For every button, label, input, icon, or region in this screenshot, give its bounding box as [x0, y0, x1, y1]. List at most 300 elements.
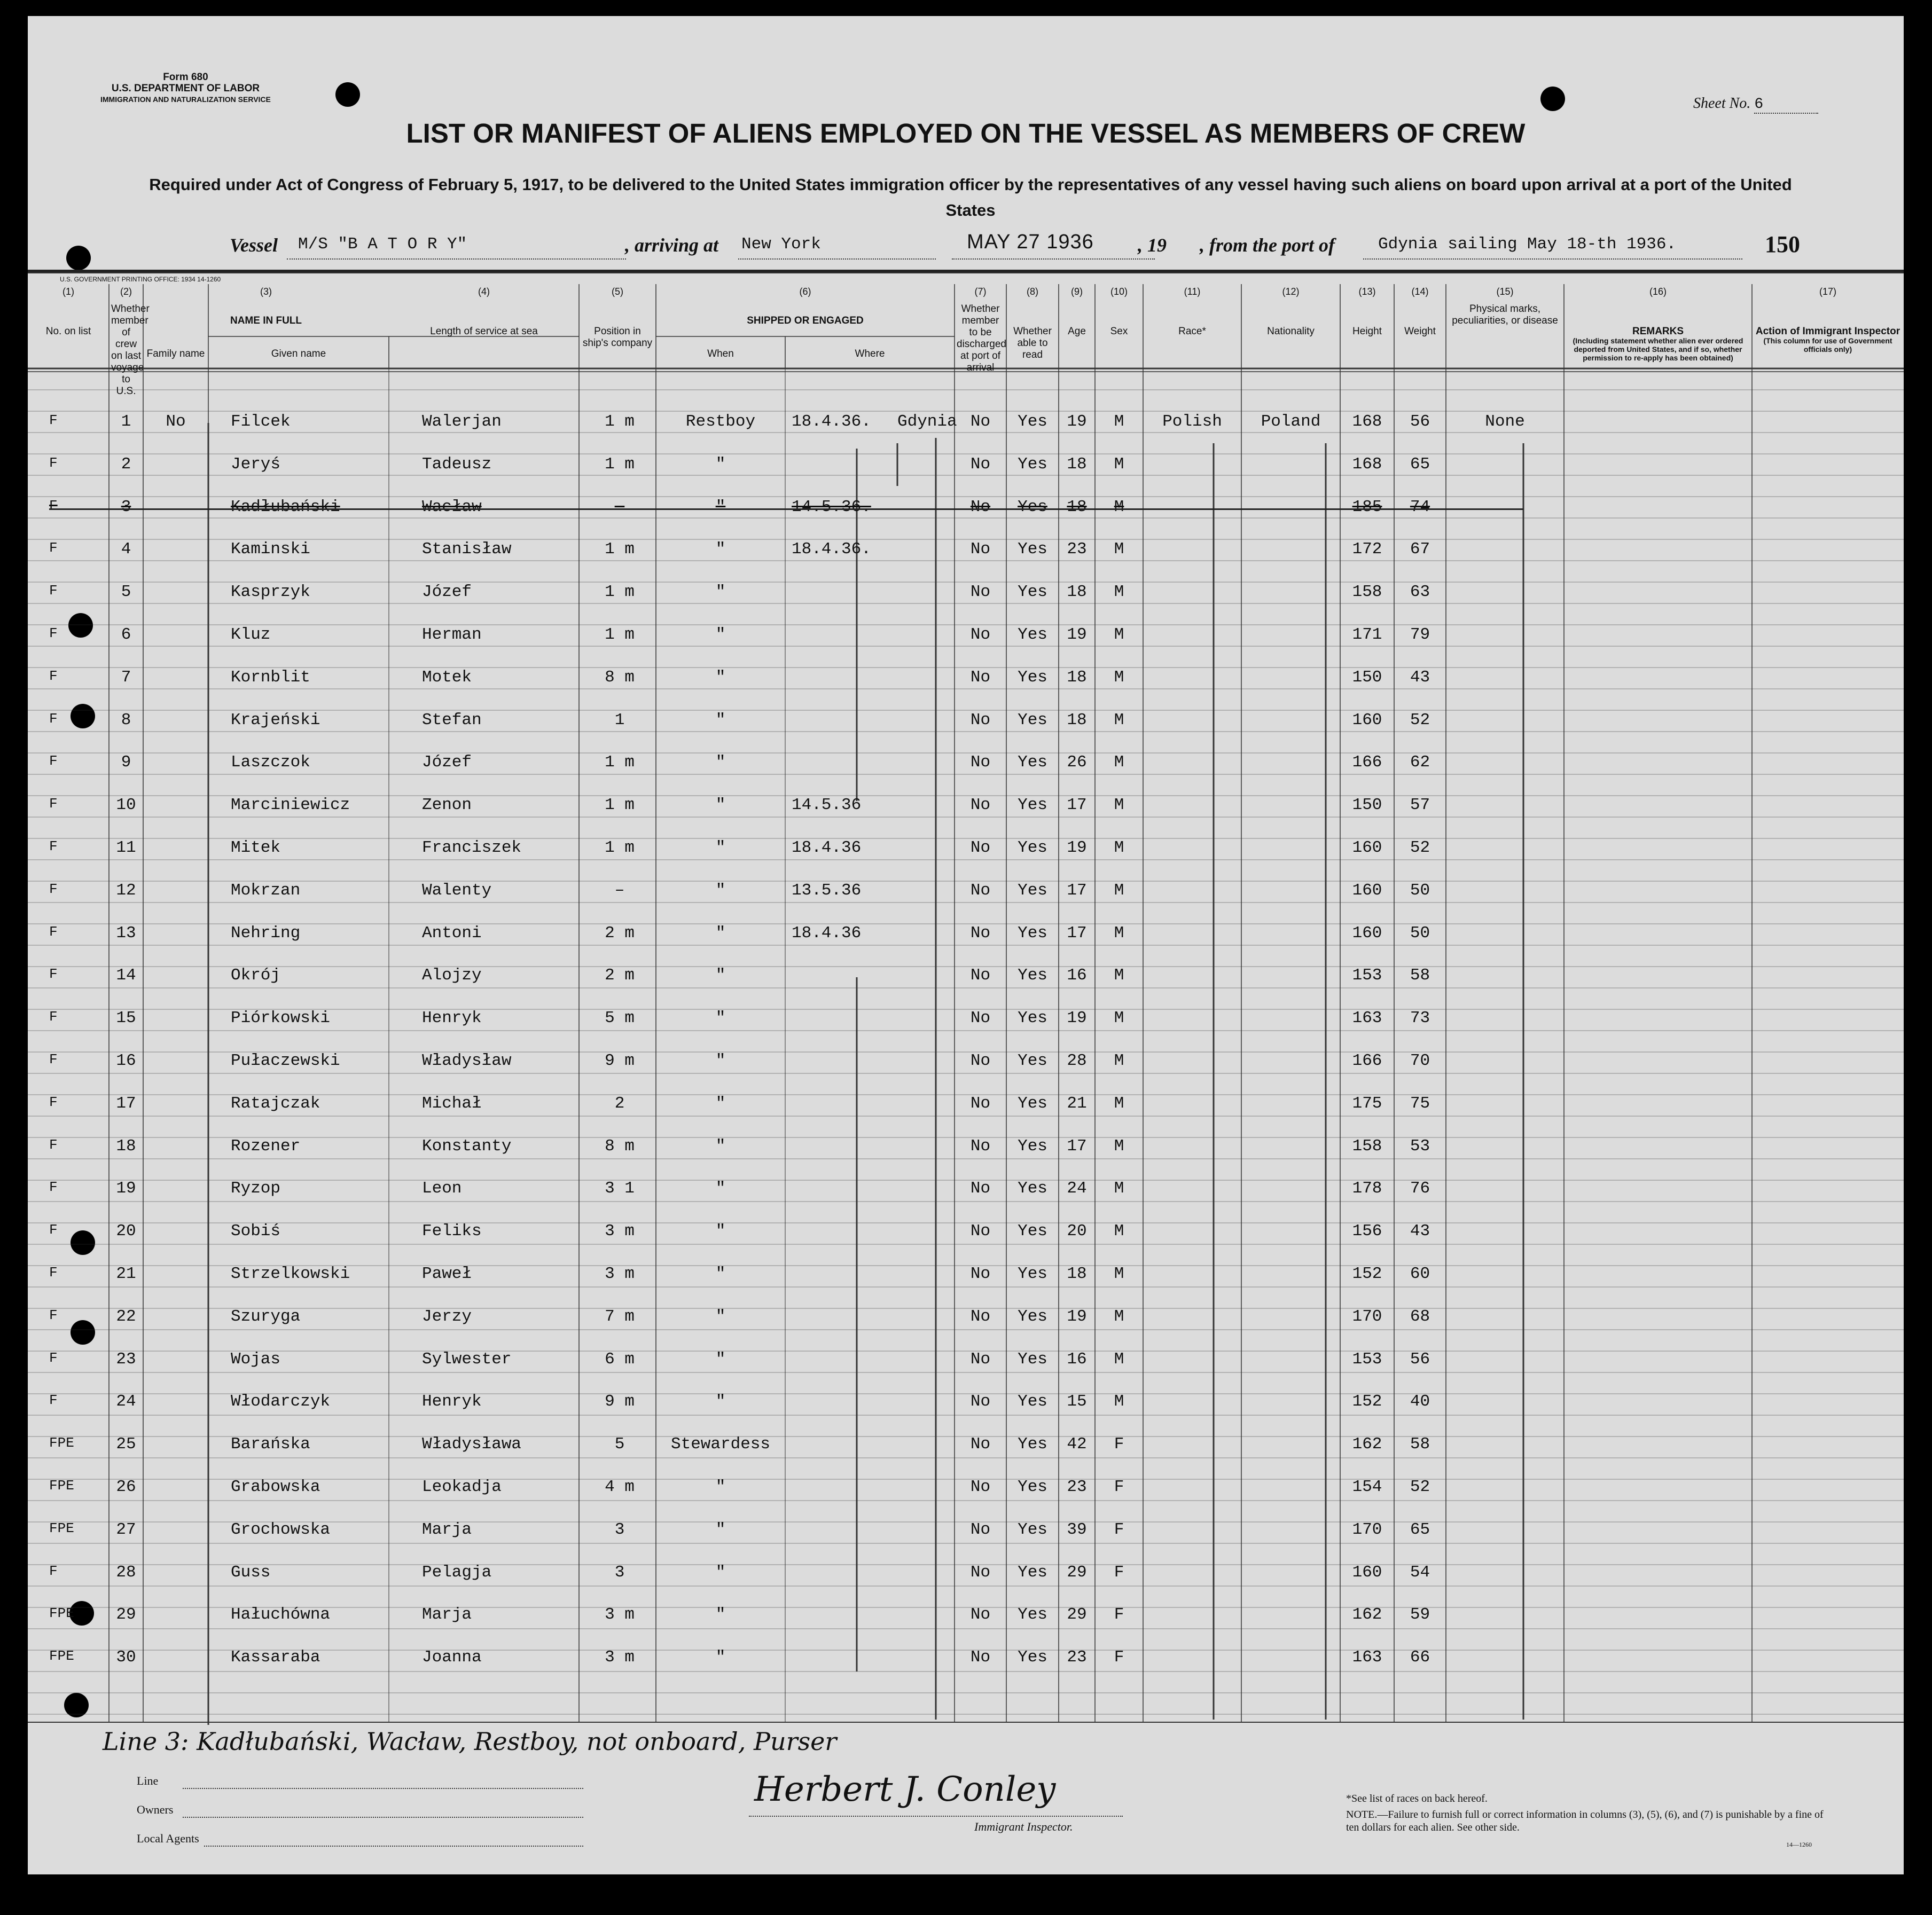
- cell-age: 20: [1067, 1222, 1087, 1241]
- cell-disch: No: [970, 1136, 991, 1156]
- cell-family: Mitek: [231, 838, 281, 857]
- cell-given: Wacław: [422, 497, 482, 516]
- arrival-date-stamp: MAY 27 1936: [967, 231, 1094, 253]
- cell-age: 18: [1067, 1265, 1087, 1283]
- column-header: NAME IN FULL: [230, 315, 302, 326]
- footer-line-blank: [183, 1788, 583, 1789]
- cell-when: 18.4.36.: [792, 412, 871, 431]
- cell-given: Józef: [422, 583, 472, 602]
- cell-when: 13.5.36: [792, 881, 862, 900]
- cell-mark: F: [49, 1265, 58, 1281]
- cell-age: 16: [1067, 966, 1087, 985]
- cell-service: 4 m: [605, 1478, 635, 1496]
- cell-given: Franciszek: [422, 838, 522, 857]
- column-header: Action of Immigrant Inspector: [1755, 326, 1900, 337]
- cell-when: 18.4.36: [792, 838, 862, 857]
- cell-given: Paweł: [422, 1265, 472, 1283]
- cell-disch: No: [970, 710, 991, 729]
- column-number: (14): [1411, 286, 1429, 297]
- cell-family: Ratajczak: [231, 1094, 320, 1113]
- cell-given: Sylwester: [422, 1349, 512, 1369]
- cell-read: Yes: [1018, 1179, 1047, 1198]
- cell-position: ": [715, 1179, 726, 1198]
- cell-mark: F: [49, 881, 58, 897]
- cell-no: 19: [116, 1179, 136, 1198]
- cell-given: Walerjan: [422, 412, 502, 431]
- cell-mark: FPE: [49, 1648, 74, 1665]
- cell-height: 166: [1352, 753, 1382, 772]
- cell-sex: M: [1114, 881, 1124, 900]
- cell-no: 23: [116, 1349, 136, 1369]
- cell-age: 15: [1067, 1392, 1087, 1411]
- cell-height: 160: [1352, 710, 1382, 729]
- cell-read: Yes: [1018, 1392, 1047, 1411]
- cell-age: 18: [1067, 710, 1087, 729]
- cell-read: Yes: [1018, 966, 1047, 985]
- cell-mark: F: [49, 1136, 58, 1153]
- cell-family: Kaminski: [231, 540, 310, 559]
- cell-sex: M: [1114, 796, 1124, 815]
- cell-height: 153: [1352, 1349, 1382, 1369]
- cell-height: 158: [1352, 1136, 1382, 1156]
- cell-read: Yes: [1018, 1648, 1047, 1667]
- cell-height: 172: [1352, 540, 1382, 559]
- cell-age: 19: [1067, 838, 1087, 857]
- cell-read: Yes: [1018, 1051, 1047, 1070]
- cell-family: Kadłubański: [231, 497, 340, 516]
- cell-weight: 56: [1410, 1349, 1430, 1369]
- cell-nationality: Poland: [1261, 412, 1321, 431]
- column-number: (4): [478, 286, 490, 297]
- cell-given: Konstanty: [422, 1136, 512, 1156]
- cell-service: 1 m: [605, 583, 635, 602]
- cell-age: 23: [1067, 1648, 1087, 1667]
- sheet-number-value: 6: [1754, 96, 1818, 114]
- cell-age: 28: [1067, 1051, 1087, 1070]
- cell-weight: 73: [1410, 1009, 1430, 1028]
- cell-family: Kassaraba: [231, 1648, 320, 1667]
- column-number: (1): [62, 286, 74, 297]
- cell-no: 26: [116, 1478, 136, 1496]
- cell-sex: M: [1114, 1009, 1124, 1028]
- cell-read: Yes: [1018, 838, 1047, 857]
- cell-position: Stewardess: [670, 1435, 771, 1454]
- cell-family: Szuryga: [231, 1307, 301, 1326]
- cell-sex: M: [1114, 1136, 1124, 1156]
- cell-no: 24: [116, 1392, 136, 1411]
- cell-family: Laszczok: [231, 753, 310, 772]
- cell-position: ": [715, 1349, 726, 1369]
- cell-disch: No: [970, 881, 991, 900]
- cell-read: Yes: [1018, 1349, 1047, 1369]
- cell-family: Rozener: [231, 1136, 301, 1156]
- cell-service: 3 1: [605, 1179, 635, 1198]
- cell-read: Yes: [1018, 1478, 1047, 1496]
- cell-sex: M: [1114, 1179, 1124, 1198]
- cell-service: 3: [614, 1563, 625, 1582]
- cell-mark: F: [49, 583, 58, 599]
- cell-age: 17: [1067, 796, 1087, 815]
- cell-given: Joanna: [422, 1648, 482, 1667]
- cell-service: 3 m: [605, 1222, 635, 1241]
- cell-height: 162: [1352, 1435, 1382, 1454]
- cell-position: ": [715, 1648, 726, 1667]
- cell-no: 4: [121, 540, 131, 559]
- cell-disch: No: [970, 454, 991, 474]
- cell-disch: No: [970, 1648, 991, 1667]
- cell-service: 1 m: [605, 454, 635, 474]
- cell-weight: 57: [1410, 796, 1430, 815]
- cell-when: 18.4.36: [792, 923, 862, 943]
- cell-no: 1: [121, 412, 131, 431]
- cell-service: –: [614, 497, 625, 516]
- cell-family: Mokrzan: [231, 881, 301, 900]
- cell-weight: 58: [1410, 1435, 1430, 1454]
- cell-no: 12: [116, 881, 136, 900]
- cell-sex: M: [1114, 540, 1124, 559]
- cell-position: ": [715, 966, 726, 985]
- column-header: Age: [1068, 326, 1086, 337]
- cell-weight: 52: [1410, 1478, 1430, 1496]
- cell-weight: 60: [1410, 1265, 1430, 1283]
- cell-family: Pułaczewski: [231, 1051, 340, 1070]
- cell-position: ": [715, 1051, 726, 1070]
- cell-given: Feliks: [422, 1222, 482, 1241]
- cell-given: Antoni: [422, 923, 482, 943]
- cell-service: 8 m: [605, 1136, 635, 1156]
- cell-given: Tadeusz: [422, 454, 492, 474]
- cell-service: 3 m: [605, 1605, 635, 1624]
- cell-mark: FPE: [49, 1435, 74, 1451]
- cell-service: 2: [614, 1094, 625, 1113]
- cell-sex: M: [1114, 1307, 1124, 1326]
- cell-family: Kasprzyk: [231, 583, 310, 602]
- column-header: Whether member to be discharged at port of arrival: [957, 303, 1006, 373]
- cell-age: 19: [1067, 1009, 1087, 1028]
- cell-height: 156: [1352, 1222, 1382, 1241]
- cell-given: Walenty: [422, 881, 492, 900]
- cell-disch: No: [970, 668, 991, 687]
- page-subtitle: Required under Act of Congress of February 5, 1917, to be delivered to the United States immigration officer by the representatives of any vessel having such aliens on board upon arrival at a port of the United States: [149, 175, 1792, 219]
- cell-given: Stanisław: [422, 540, 512, 559]
- cell-height: 160: [1352, 881, 1382, 900]
- cell-sex: M: [1114, 1392, 1124, 1411]
- cell-given: Alojzy: [422, 966, 482, 985]
- cell-service: 9 m: [605, 1392, 635, 1411]
- column-number: (10): [1110, 286, 1128, 297]
- cell-weight: 79: [1410, 625, 1430, 644]
- cell-service: 5 m: [605, 1009, 635, 1028]
- cell-given: Władysława: [422, 1435, 522, 1454]
- cell-read: Yes: [1018, 1009, 1047, 1028]
- cell-height: 163: [1352, 1009, 1382, 1028]
- cell-read: Yes: [1018, 1563, 1047, 1582]
- cell-position: ": [715, 1136, 726, 1156]
- column-subheader: Where: [855, 348, 885, 359]
- cell-family: Wojas: [231, 1349, 281, 1369]
- cell-height: 170: [1352, 1520, 1382, 1539]
- cell-given: Pelagja: [422, 1563, 492, 1582]
- cell-sex: M: [1114, 497, 1124, 516]
- column-subheader: When: [707, 348, 734, 359]
- cell-when: 14.5.36.: [792, 497, 871, 516]
- cell-weight: 74: [1410, 497, 1430, 516]
- cell-service: 1 m: [605, 540, 635, 559]
- cell-weight: 53: [1410, 1136, 1430, 1156]
- cell-disch: No: [970, 583, 991, 602]
- cell-age: 19: [1067, 625, 1087, 644]
- cell-service: 1 m: [605, 796, 635, 815]
- column-header: Whether member of crew on last voyage to U.S.: [111, 303, 150, 397]
- cell-family: Krajeński: [231, 710, 320, 729]
- cell-weight: 66: [1410, 1648, 1430, 1667]
- cell-weight: 70: [1410, 1051, 1430, 1070]
- cell-height: 163: [1352, 1648, 1382, 1667]
- cell-position: ": [715, 1265, 726, 1283]
- cell-read: Yes: [1018, 668, 1047, 687]
- cell-family: Marciniewicz: [231, 796, 350, 815]
- cell-position: ": [715, 1392, 726, 1411]
- form-code: 14—1260: [1786, 1841, 1812, 1848]
- cell-height: 154: [1352, 1478, 1382, 1496]
- cell-family: Kornblit: [231, 668, 310, 687]
- cell-position: ": [715, 1222, 726, 1241]
- cell-mark: FPE: [49, 1520, 74, 1536]
- cell-position: ": [715, 838, 726, 857]
- cell-given: Marja: [422, 1520, 472, 1539]
- cell-disch: No: [970, 1435, 991, 1454]
- column-header: Race*: [1178, 326, 1206, 337]
- column-number: (9): [1071, 286, 1083, 297]
- cell-mark: F: [49, 1094, 58, 1110]
- column-subheader: Given name: [271, 348, 326, 359]
- cell-mark: F: [49, 625, 58, 641]
- cell-age: 18: [1067, 497, 1087, 516]
- cell-service: 8 m: [605, 668, 635, 687]
- cell-age: 16: [1067, 1349, 1087, 1369]
- cell-family: Włodarczyk: [231, 1392, 331, 1411]
- cell-no: 27: [116, 1520, 136, 1539]
- cell-height: 178: [1352, 1179, 1382, 1198]
- cell-mark: F: [49, 412, 58, 428]
- cell-position: Restboy: [685, 412, 756, 431]
- column-number: (7): [974, 286, 987, 297]
- cell-sex: F: [1114, 1520, 1124, 1539]
- cell-no: 7: [121, 668, 131, 687]
- cell-disch: No: [970, 1009, 991, 1028]
- column-number: (5): [612, 286, 623, 297]
- cell-disch: No: [970, 966, 991, 985]
- cell-position: ": [715, 454, 726, 474]
- service-name: IMMIGRATION AND NATURALIZATION SERVICE: [100, 95, 271, 104]
- cell-service: 2 m: [605, 923, 635, 943]
- page-mark: 150: [1765, 231, 1800, 257]
- cell-mark: F: [49, 1009, 58, 1025]
- cell-mark: F: [49, 1392, 58, 1409]
- cell-position: ": [715, 497, 726, 516]
- cell-family: Kluz: [231, 625, 271, 644]
- year-label: , 19: [1138, 234, 1167, 256]
- sheet-label: Sheet No.: [1693, 95, 1751, 112]
- cell-disch: No: [970, 1265, 991, 1283]
- cell-family: Grabowska: [231, 1478, 320, 1496]
- cell-family: Strzelkowski: [231, 1265, 350, 1283]
- cell-no: 15: [116, 1009, 136, 1028]
- cell-age: 19: [1067, 1307, 1087, 1326]
- cell-read: Yes: [1018, 412, 1047, 431]
- cell-age: 42: [1067, 1435, 1087, 1454]
- cell-sex: M: [1114, 1051, 1124, 1070]
- cell-position: ": [715, 540, 726, 559]
- cell-age: 18: [1067, 454, 1087, 474]
- cell-weight: 52: [1410, 838, 1430, 857]
- cell-age: 23: [1067, 540, 1087, 559]
- cell-sex: M: [1114, 1222, 1124, 1241]
- cell-mark: F: [49, 540, 58, 556]
- vessel-name: M/S "B A T O R Y": [298, 235, 467, 254]
- inspector-signature-line: [749, 1816, 1123, 1817]
- cell-age: 39: [1067, 1520, 1087, 1539]
- cell-read: Yes: [1018, 1136, 1047, 1156]
- cell-disch: No: [970, 796, 991, 815]
- cell-sex: M: [1114, 923, 1124, 943]
- cell-no: 10: [116, 796, 136, 815]
- cell-position: ": [715, 625, 726, 644]
- cell-age: 29: [1067, 1563, 1087, 1582]
- cell-height: 166: [1352, 1051, 1382, 1070]
- cell-height: 171: [1352, 625, 1382, 644]
- cell-service: 1 m: [605, 753, 635, 772]
- departure-info: Gdynia sailing May 18-th 1936.: [1378, 235, 1677, 254]
- cell-weight: 68: [1410, 1307, 1430, 1326]
- strike-through-line: [49, 508, 1523, 510]
- cell-age: 18: [1067, 668, 1087, 687]
- cell-read: Yes: [1018, 753, 1047, 772]
- races-note: *See list of races on back hereof.: [1346, 1793, 1488, 1804]
- cell-height: 152: [1352, 1392, 1382, 1411]
- cell-no: 11: [116, 838, 136, 857]
- cell-age: 17: [1067, 1136, 1087, 1156]
- column-subheader: Family name: [146, 348, 205, 359]
- cell-weight: 54: [1410, 1563, 1430, 1582]
- cell-read: Yes: [1018, 454, 1047, 474]
- cell-age: 17: [1067, 881, 1087, 900]
- column-header: Nationality: [1267, 326, 1315, 337]
- column-number: (15): [1496, 286, 1514, 297]
- cell-crew: No: [166, 412, 186, 431]
- cell-sex: F: [1114, 1605, 1124, 1624]
- cell-disch: No: [970, 1307, 991, 1326]
- cell-marks: None: [1485, 412, 1525, 431]
- cell-given: Marja: [422, 1605, 472, 1624]
- cell-position: ": [715, 1520, 726, 1539]
- footer-line-label: Line: [137, 1774, 159, 1787]
- cell-height: 160: [1352, 838, 1382, 857]
- cell-sex: M: [1114, 625, 1124, 644]
- cell-when: 14.5.36: [792, 796, 862, 815]
- cell-read: Yes: [1018, 1094, 1047, 1113]
- column-header: REMARKS: [1632, 326, 1684, 337]
- cell-read: Yes: [1018, 1435, 1047, 1454]
- cell-weight: 65: [1410, 1520, 1430, 1539]
- cell-disch: No: [970, 625, 991, 644]
- cell-position: ": [715, 1307, 726, 1326]
- cell-given: Władysław: [422, 1051, 512, 1070]
- cell-disch: No: [970, 1051, 991, 1070]
- cell-sex: F: [1114, 1478, 1124, 1496]
- cell-service: 2 m: [605, 966, 635, 985]
- cell-read: Yes: [1018, 1307, 1047, 1326]
- column-number: (17): [1819, 286, 1836, 297]
- form-number: Form 680: [163, 72, 208, 83]
- cell-age: 17: [1067, 923, 1087, 943]
- cell-mark: FPE: [49, 1478, 74, 1494]
- cell-given: Henryk: [422, 1009, 482, 1028]
- cell-read: Yes: [1018, 625, 1047, 644]
- column-number: (8): [1027, 286, 1038, 297]
- cell-sex: F: [1114, 1435, 1124, 1454]
- cell-height: 162: [1352, 1605, 1382, 1624]
- cell-mark: F: [49, 923, 58, 940]
- cell-mark: F: [49, 753, 58, 770]
- cell-mark: F: [49, 497, 58, 514]
- cell-mark: F: [49, 710, 58, 727]
- column-header: Height: [1352, 326, 1382, 337]
- column-number: (11): [1184, 286, 1201, 297]
- column-header: No. on list: [45, 326, 91, 337]
- cell-sex: M: [1114, 412, 1124, 431]
- column-number: (2): [120, 286, 132, 297]
- column-header: Weight: [1404, 326, 1436, 337]
- footer-agents-label: Local Agents: [137, 1832, 199, 1845]
- cell-age: 19: [1067, 412, 1087, 431]
- cell-sex: M: [1114, 583, 1124, 602]
- printer-note: U.S. GOVERNMENT PRINTING OFFICE: 1934 14-1260: [60, 276, 221, 283]
- cell-sex: M: [1114, 1265, 1124, 1283]
- cell-family: Barańska: [231, 1435, 310, 1454]
- cell-given: Stefan: [422, 710, 482, 729]
- cell-family: Filcek: [231, 412, 291, 431]
- cell-disch: No: [970, 540, 991, 559]
- cell-no: 13: [116, 923, 136, 943]
- cell-sex: M: [1114, 838, 1124, 857]
- cell-position: ": [715, 881, 726, 900]
- cell-disch: No: [970, 1478, 991, 1496]
- cell-age: 23: [1067, 1478, 1087, 1496]
- column-number: (16): [1649, 286, 1667, 297]
- cell-mark: F: [49, 1051, 58, 1068]
- cell-read: Yes: [1018, 710, 1047, 729]
- cell-disch: No: [970, 923, 991, 943]
- cell-position: ": [715, 1094, 726, 1113]
- cell-no: 6: [121, 625, 131, 644]
- cell-age: 29: [1067, 1605, 1087, 1624]
- column-header: Sex: [1110, 326, 1128, 337]
- cell-weight: 56: [1410, 412, 1430, 431]
- column-header: Length of service at sea: [430, 326, 538, 337]
- cell-given: Herman: [422, 625, 482, 644]
- cell-given: Leon: [422, 1179, 462, 1198]
- cell-mark: F: [49, 838, 58, 854]
- cell-height: 170: [1352, 1307, 1382, 1326]
- cell-no: 28: [116, 1563, 136, 1582]
- cell-given: Henryk: [422, 1392, 482, 1411]
- column-number: (6): [799, 286, 811, 297]
- cell-service: 7 m: [605, 1307, 635, 1326]
- cell-weight: 43: [1410, 668, 1430, 687]
- cell-read: Yes: [1018, 923, 1047, 943]
- cell-mark: F: [49, 1179, 58, 1196]
